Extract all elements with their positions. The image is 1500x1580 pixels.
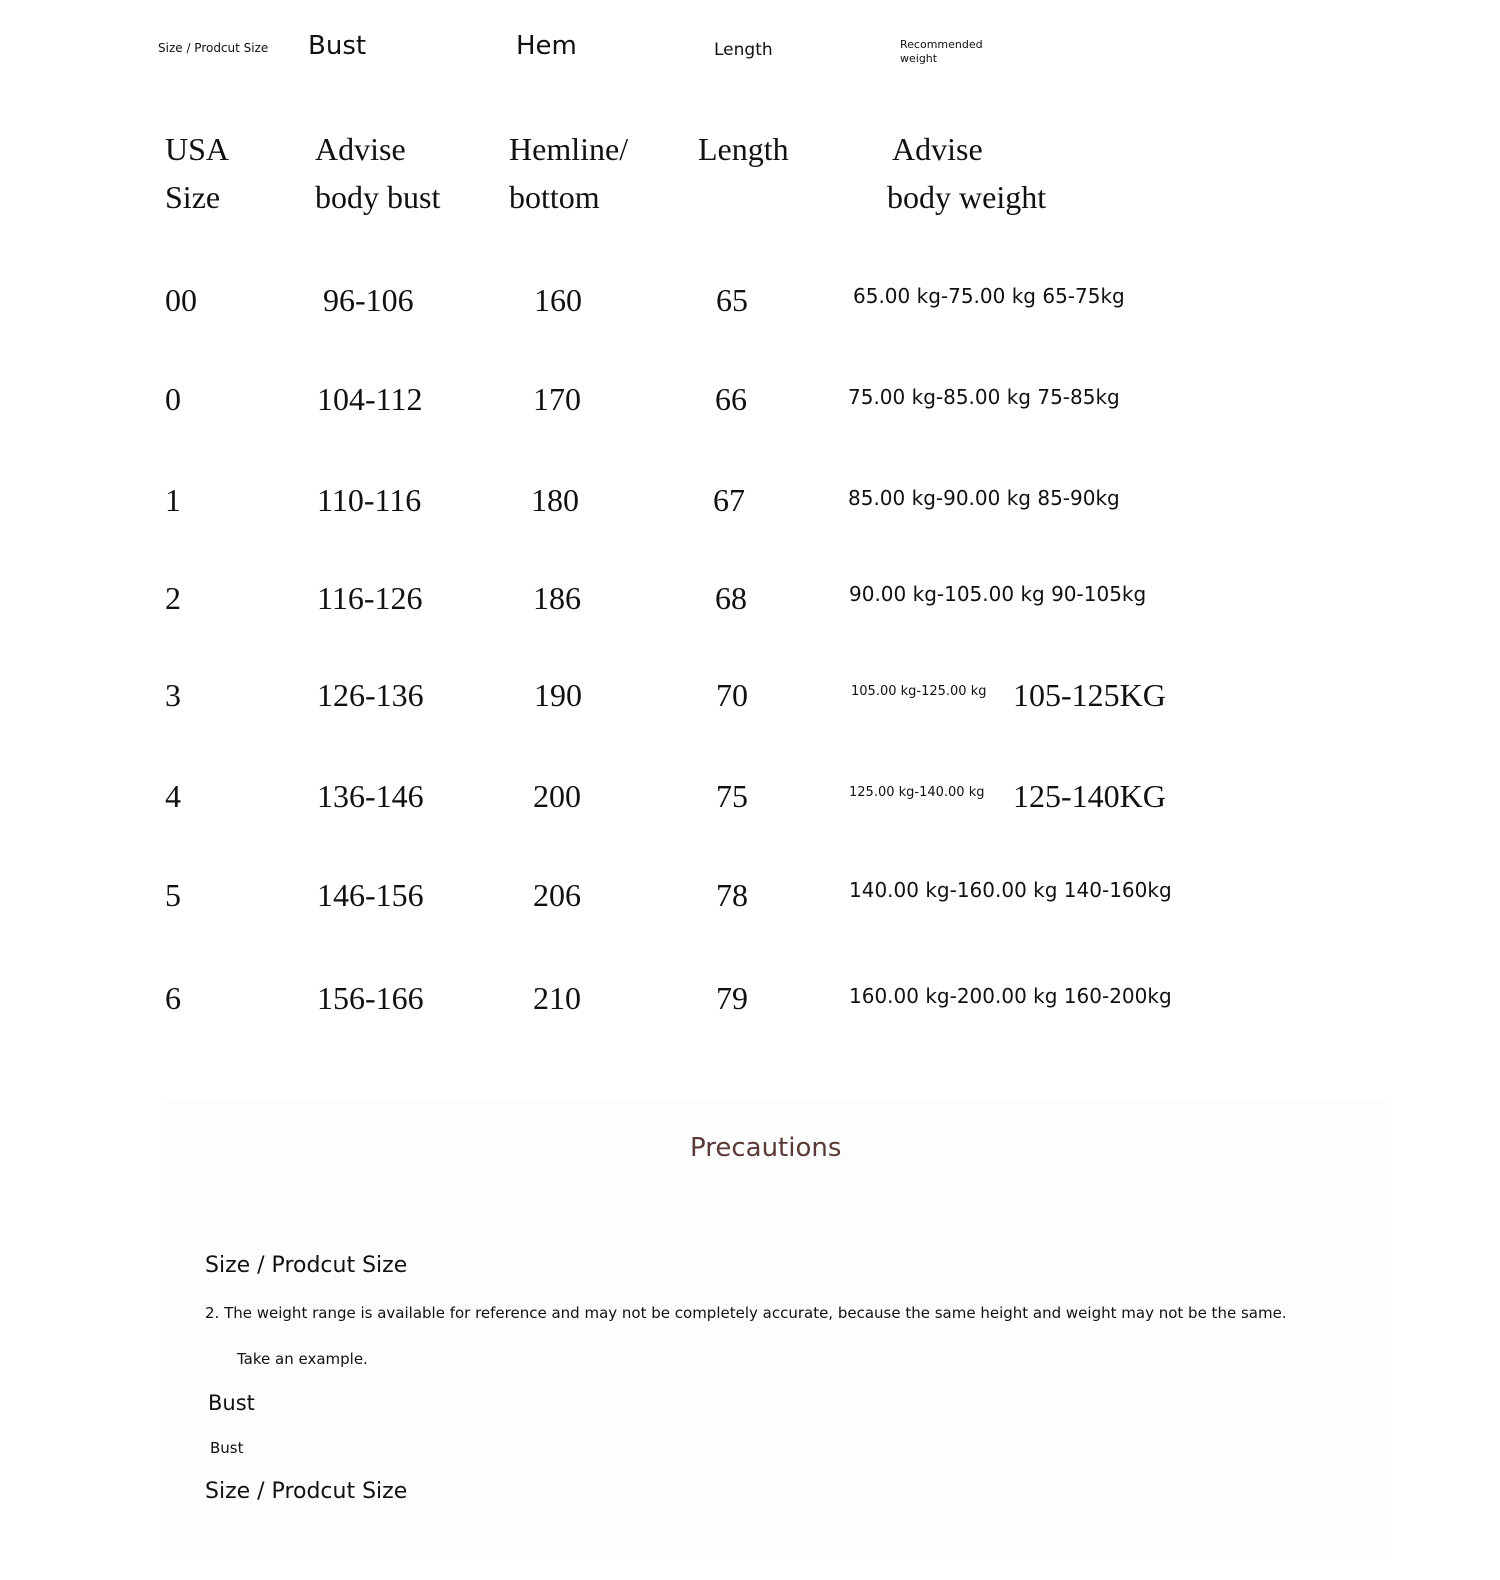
column-header-hem: Hemline/ bottom xyxy=(509,131,629,215)
column-header-usa-size: USA Size xyxy=(165,131,228,215)
bust-cell: 96-106 xyxy=(323,282,414,318)
bust-cell: 136-146 xyxy=(317,778,424,814)
header-hem-label: Hem xyxy=(516,31,577,61)
precaution-size-label-2: Size / Prodcut Size xyxy=(205,1479,408,1504)
size-cell: 4 xyxy=(165,778,181,814)
weight-cell-small: 105.00 kg-125.00 kg xyxy=(851,684,987,699)
length-cell: 79 xyxy=(716,980,748,1016)
precautions-title: Precautions xyxy=(690,1133,842,1163)
size-cell: 00 xyxy=(165,282,197,318)
size-cell: 6 xyxy=(165,980,181,1016)
size-cell: 1 xyxy=(165,482,181,518)
hem-cell: 210 xyxy=(533,980,581,1016)
weight-cell: 140.00 kg-160.00 kg 140-160kg xyxy=(849,878,1172,902)
precaution-note: 2. The weight range is available for reference and may not be completely accurate, because the same height and weight may not be the same. xyxy=(205,1304,1287,1322)
bust-cell: 156-166 xyxy=(317,980,424,1016)
hem-cell: 190 xyxy=(534,677,582,713)
weight-cell: 65.00 kg-75.00 kg 65-75kg xyxy=(853,284,1125,308)
weight-cell-small: 125.00 kg-140.00 kg xyxy=(849,785,985,800)
column-header-length: Length xyxy=(698,131,789,167)
hem-cell: 206 xyxy=(533,877,581,913)
bust-cell: 146-156 xyxy=(317,877,424,913)
hem-cell: 170 xyxy=(533,381,581,417)
bust-cell: 110-116 xyxy=(317,482,422,518)
column-header-weight-line1: Advise xyxy=(892,131,983,167)
weight-cell: 85.00 kg-90.00 kg 85-90kg xyxy=(848,486,1120,510)
length-cell: 68 xyxy=(715,580,747,616)
weight-cell-large: 105-125KG xyxy=(1013,677,1166,713)
length-cell: 65 xyxy=(716,282,748,318)
column-header-weight-line2: body weight xyxy=(887,179,1047,215)
hem-cell: 186 xyxy=(533,580,581,616)
length-cell: 66 xyxy=(715,381,747,417)
length-cell: 75 xyxy=(716,778,748,814)
length-cell: 67 xyxy=(713,482,745,518)
size-cell: 2 xyxy=(165,580,181,616)
hem-cell: 160 xyxy=(534,282,582,318)
size-cell: 0 xyxy=(165,381,181,417)
hem-cell: 200 xyxy=(533,778,581,814)
weight-cell-large: 125-140KG xyxy=(1013,778,1166,814)
weight-cell: 90.00 kg-105.00 kg 90-105kg xyxy=(849,582,1147,606)
precaution-example: Take an example. xyxy=(237,1350,368,1368)
header-weight-label: Recommended weight xyxy=(900,38,983,65)
size-cell: 3 xyxy=(165,677,181,713)
hem-cell: 180 xyxy=(531,482,579,518)
column-header-bust: Advise body bust xyxy=(315,131,441,215)
precaution-bust-label-small: Bust xyxy=(210,1439,244,1457)
precaution-bust-label: Bust xyxy=(208,1391,255,1415)
bust-cell: 126-136 xyxy=(317,677,424,713)
length-cell: 78 xyxy=(716,877,748,913)
weight-cell: 75.00 kg-85.00 kg 75-85kg xyxy=(848,385,1120,409)
size-cell: 5 xyxy=(165,877,181,913)
bust-cell: 116-126 xyxy=(317,580,423,616)
weight-cell: 160.00 kg-200.00 kg 160-200kg xyxy=(849,984,1172,1008)
header-length-label: Length xyxy=(714,40,773,60)
header-size-label: Size / Prodcut Size xyxy=(158,41,269,55)
precaution-size-label: Size / Prodcut Size xyxy=(205,1253,408,1278)
bust-cell: 104-112 xyxy=(317,381,423,417)
header-bust-label: Bust xyxy=(308,31,367,61)
length-cell: 70 xyxy=(716,677,748,713)
